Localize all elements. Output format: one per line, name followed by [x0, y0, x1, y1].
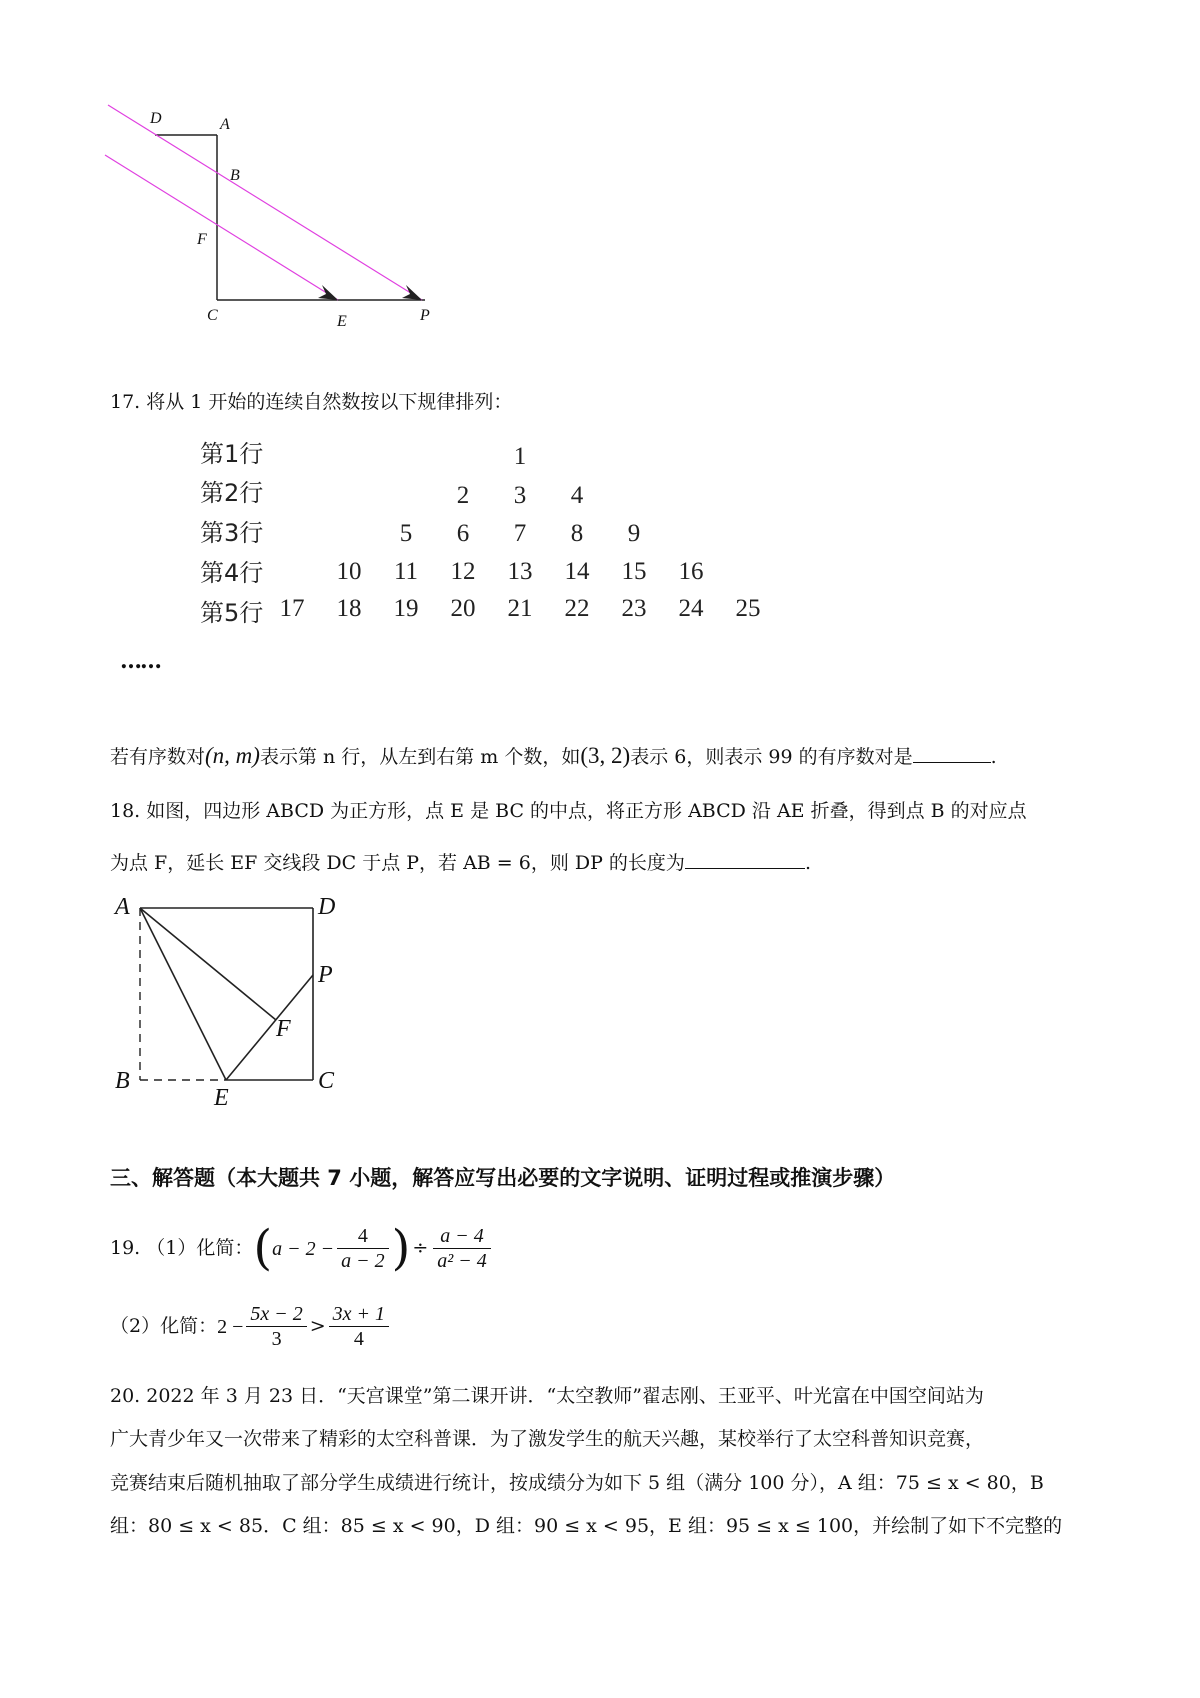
- label-p: P: [318, 962, 333, 988]
- table-number: 9: [627, 520, 641, 547]
- label-p: P: [420, 307, 430, 324]
- q20-line-4: 组：80 ≤ x < 85．C 组：85 ≤ x < 90，D 组：90 ≤ x < 95，E 组：95 ≤ x ≤ 100，并绘制了如下不完整的: [110, 1515, 1063, 1537]
- frac-den: a − 2: [337, 1248, 389, 1273]
- table-number: 13: [507, 558, 533, 585]
- arrowhead-p: [402, 285, 422, 300]
- q17-text-3: 表示 6，则表示 99 的有序数对是: [630, 746, 913, 768]
- q20-line-2: 广大青少年又一次带来了精彩的太空科普课．为了激发学生的航天兴趣，某校举行了太空科普知识竞赛，: [110, 1428, 985, 1450]
- pair-example: (3, 2): [580, 743, 631, 768]
- ellipsis: ……: [120, 648, 160, 674]
- table-number: 3: [513, 482, 527, 509]
- segment-a-e: [140, 908, 226, 1080]
- label-b: B: [230, 167, 240, 184]
- ray-to-p: [108, 105, 422, 300]
- label-b: B: [115, 1068, 130, 1094]
- row-label-5: 第5行: [200, 599, 264, 627]
- frac-num: a − 4: [440, 1225, 484, 1248]
- frac-num: 5x − 2: [250, 1303, 303, 1325]
- table-number: 23: [621, 595, 647, 622]
- row-label-3: 第3行: [200, 519, 264, 547]
- segment-a-f: [140, 908, 276, 1020]
- q19-part-1: [110, 1220, 494, 1278]
- q17-end: .: [990, 746, 997, 768]
- section-three-heading: 三、解答题（本大题共 7 小题，解答应写出必要的文字说明、证明过程或推演步骤）: [110, 1166, 896, 1190]
- table-number: 21: [507, 595, 533, 622]
- q18-line-2-text: 为点 F，延长 EF 交线段 DC 于点 P，若 AB = 6，则 DP 的长度为: [110, 852, 685, 874]
- table-number: 6: [456, 520, 470, 547]
- table-number: 2: [456, 482, 470, 509]
- left-paren: (: [253, 1220, 273, 1276]
- label-a: A: [220, 116, 230, 133]
- right-paren: ): [391, 1220, 411, 1276]
- row-label-4: 第4行: [200, 559, 264, 587]
- label-a: A: [115, 894, 130, 920]
- label-f: F: [276, 1016, 291, 1042]
- ray-to-e: [105, 155, 338, 300]
- figure-q16: [100, 110, 460, 360]
- row-numbers: [280, 443, 761, 622]
- q17-text-1: 若有序数对: [110, 746, 206, 768]
- fraction-5x-minus-2-over-3: [246, 1302, 306, 1351]
- number-triangle-table: [200, 430, 820, 640]
- greater-than-sign: >: [309, 1315, 326, 1338]
- row-label-1: 第1行: [200, 440, 264, 468]
- frac-num: 4: [357, 1225, 368, 1248]
- table-number: 4: [570, 482, 584, 509]
- q19-part-2: [110, 1302, 392, 1351]
- fraction-a-minus-4-over-a2-minus-4: [433, 1224, 491, 1273]
- division-sign: ÷: [412, 1237, 429, 1260]
- q18-line-1: 18. 如图，四边形 ABCD 为正方形，点 E 是 BC 的中点，将正方形 ABCD 沿 AE 折叠，得到点 B 的对应点: [110, 800, 1027, 822]
- table-number: 20: [450, 595, 476, 622]
- table-number: 10: [336, 558, 362, 585]
- q19-part-2-label: （2）化简：: [110, 1315, 218, 1338]
- table-number: 24: [678, 595, 704, 622]
- q20-line-1: 20. 2022 年 3 月 23 日．“天宫课堂”第二课开讲．“太空教师”翟志刚、王亚平、叶光富在中国空间站为: [110, 1385, 984, 1407]
- q17-text-2: 表示第 n 行，从左到右第 m 个数，如: [259, 746, 581, 768]
- table-number: 25: [735, 595, 761, 622]
- q19-part-2-lead: 2 −: [217, 1315, 244, 1338]
- table-number: 19: [393, 595, 419, 622]
- answer-blank-q18[interactable]: [685, 850, 805, 869]
- fraction-4-over-a-minus-2: [337, 1224, 389, 1273]
- label-c: C: [207, 307, 218, 324]
- label-c: C: [318, 1068, 335, 1094]
- table-number: 11: [393, 558, 419, 585]
- fraction-3x-plus-1-over-4: [329, 1302, 389, 1351]
- table-number: 14: [564, 558, 590, 585]
- frac-num: 3x + 1: [332, 1303, 386, 1325]
- table-number: 12: [450, 558, 476, 585]
- label-f: F: [197, 231, 207, 248]
- table-number: 7: [513, 520, 527, 547]
- table-number: 22: [564, 595, 590, 622]
- segment-e-p: [226, 975, 313, 1080]
- table-number: 18: [336, 595, 362, 622]
- figure-q18: [110, 890, 370, 1120]
- table-number: 16: [678, 558, 704, 585]
- label-d: D: [318, 894, 336, 920]
- pair-nm: (n, m): [205, 743, 260, 768]
- table-number: 8: [570, 520, 584, 547]
- arrowhead-e: [318, 285, 338, 300]
- q18-line-2: [110, 850, 811, 875]
- q17-stem: 17. 将从 1 开始的连续自然数按以下规律排列：: [110, 391, 513, 413]
- label-e: E: [214, 1085, 229, 1111]
- label-e: E: [337, 313, 347, 330]
- table-number: 1: [513, 443, 527, 470]
- table-number: 17: [279, 595, 305, 622]
- frac-den: 4: [329, 1326, 389, 1351]
- table-number: 15: [621, 558, 647, 585]
- q17-question: [110, 742, 997, 770]
- q19-part-1-label: 19. （1）化简：: [110, 1237, 254, 1260]
- row-label-2: 第2行: [200, 479, 264, 507]
- label-d: D: [150, 110, 162, 127]
- q18-end: .: [804, 852, 811, 874]
- frac-den: 3: [246, 1326, 306, 1351]
- frac-den: a² − 4: [433, 1248, 491, 1273]
- q19-inner-expr: a − 2 −: [272, 1237, 335, 1260]
- answer-blank-q17[interactable]: [913, 744, 991, 763]
- q20-line-3: 竞赛结束后随机抽取了部分学生成绩进行统计，按成绩分为如下 5 组（满分 100 分），A 组：75 ≤ x < 80，B: [110, 1472, 1044, 1494]
- row-labels: [200, 440, 263, 627]
- table-number: 5: [399, 520, 413, 547]
